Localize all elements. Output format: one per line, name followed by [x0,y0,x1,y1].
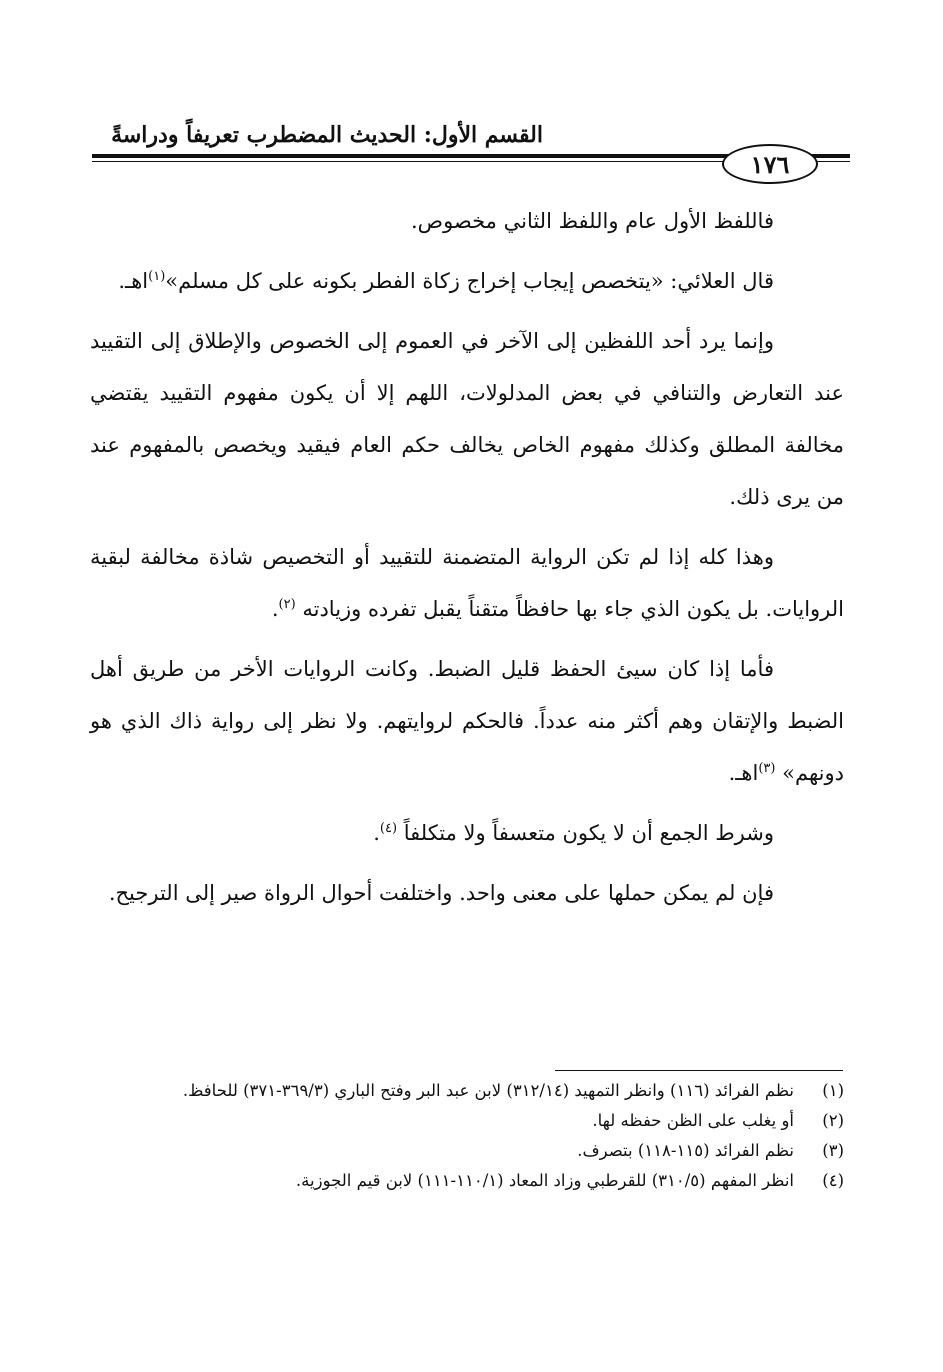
footnote-number: (٤) [822,1171,844,1190]
paragraph-2: قال العلائي: «يتخصص إيجاب إخراج زكاة الفطر بكونه على كل مسلم»$^{(١)}$اهـ. [118,269,774,293]
footnote-text: انظر المفهم (٣١٠/٥) للقرطبي وزاد المعاد (١١٠/١-١١١) لابن قيم الجوزية. [295,1171,794,1190]
footnote-4 [88,1166,844,1196]
footnotes [88,1076,844,1196]
footnote-3 [88,1136,844,1166]
footnote-ref-1[interactable]: (١) [148,269,166,284]
footnote-ref-3[interactable]: (٣) [758,761,776,776]
footnote-number: (١) [822,1081,844,1100]
page-number: ١٧٦ [722,144,818,184]
footnote-1 [88,1076,844,1106]
footnote-number: (٣) [822,1141,844,1160]
paragraph-4: وهذا كله إذا لم تكن الرواية المتضمنة للتقييد أو التخصيص شاذة مخالفة لبقية الروايات. بل يكون الذي جاء بها حافظاً متقناً يقبل تفرده وزيادته $^{(٢)}$. [90,545,844,621]
paragraph-1: فاللفظ الأول عام واللفظ الثاني مخصوص. [411,209,774,233]
running-title: القسم الأول: الحديث المضطرب تعريفاً ودراسةً [111,122,543,148]
footnote-separator [555,1070,843,1071]
footnote-ref-2[interactable]: (٢) [278,597,296,612]
paragraph-6: وشرط الجمع أن لا يكون متعسفاً ولا متكلفاً $^{(٤)}$. [373,821,774,845]
main-text [90,195,844,927]
footnote-2 [88,1106,844,1136]
footnote-ref-4[interactable]: (٤) [379,821,398,836]
paragraph-3: وإنما يرد أحد اللفظين إلى الآخر في العموم إلى الخصوص والإطلاق إلى التقييد عند التعارض والتنافي في بعض المدلولات، اللهم إلا أن يكون مفهوم التقييد يقتضي مخالفة المطلق وكذلك مفهوم الخاص يخالف حكم العام فيقيد ويخصص بالمفهوم عند من يرى ذلك. [90,329,844,509]
footnote-number: (٢) [822,1111,844,1130]
footnote-text: نظم الفرائد (١١٦) وانظر التمهيد (٣١٢/١٤) لابن عبد البر وفتح الباري (٣٦٩/٣-٣٧١) للحافظ. [182,1081,794,1100]
footnote-text: نظم الفرائد (١١٥-١١٨) بتصرف. [577,1141,794,1160]
footnote-text: أو يغلب على الظن حفظه لها. [592,1111,794,1130]
paragraph-7: فإن لم يمكن حملها على معنى واحد. واختلفت أحوال الرواة صير إلى الترجيح. [108,881,774,905]
paragraph-5: فأما إذا كان سيئ الحفظ قليل الضبط. وكانت الروايات الأخر من طريق أهل الضبط والإتقان وهم أكثر منه عدداً. فالحكم لروايتهم. ولا نظر إلى رواية ذاك الذي هو دونهم» $^{(٣)}$اهـ. [90,657,844,785]
